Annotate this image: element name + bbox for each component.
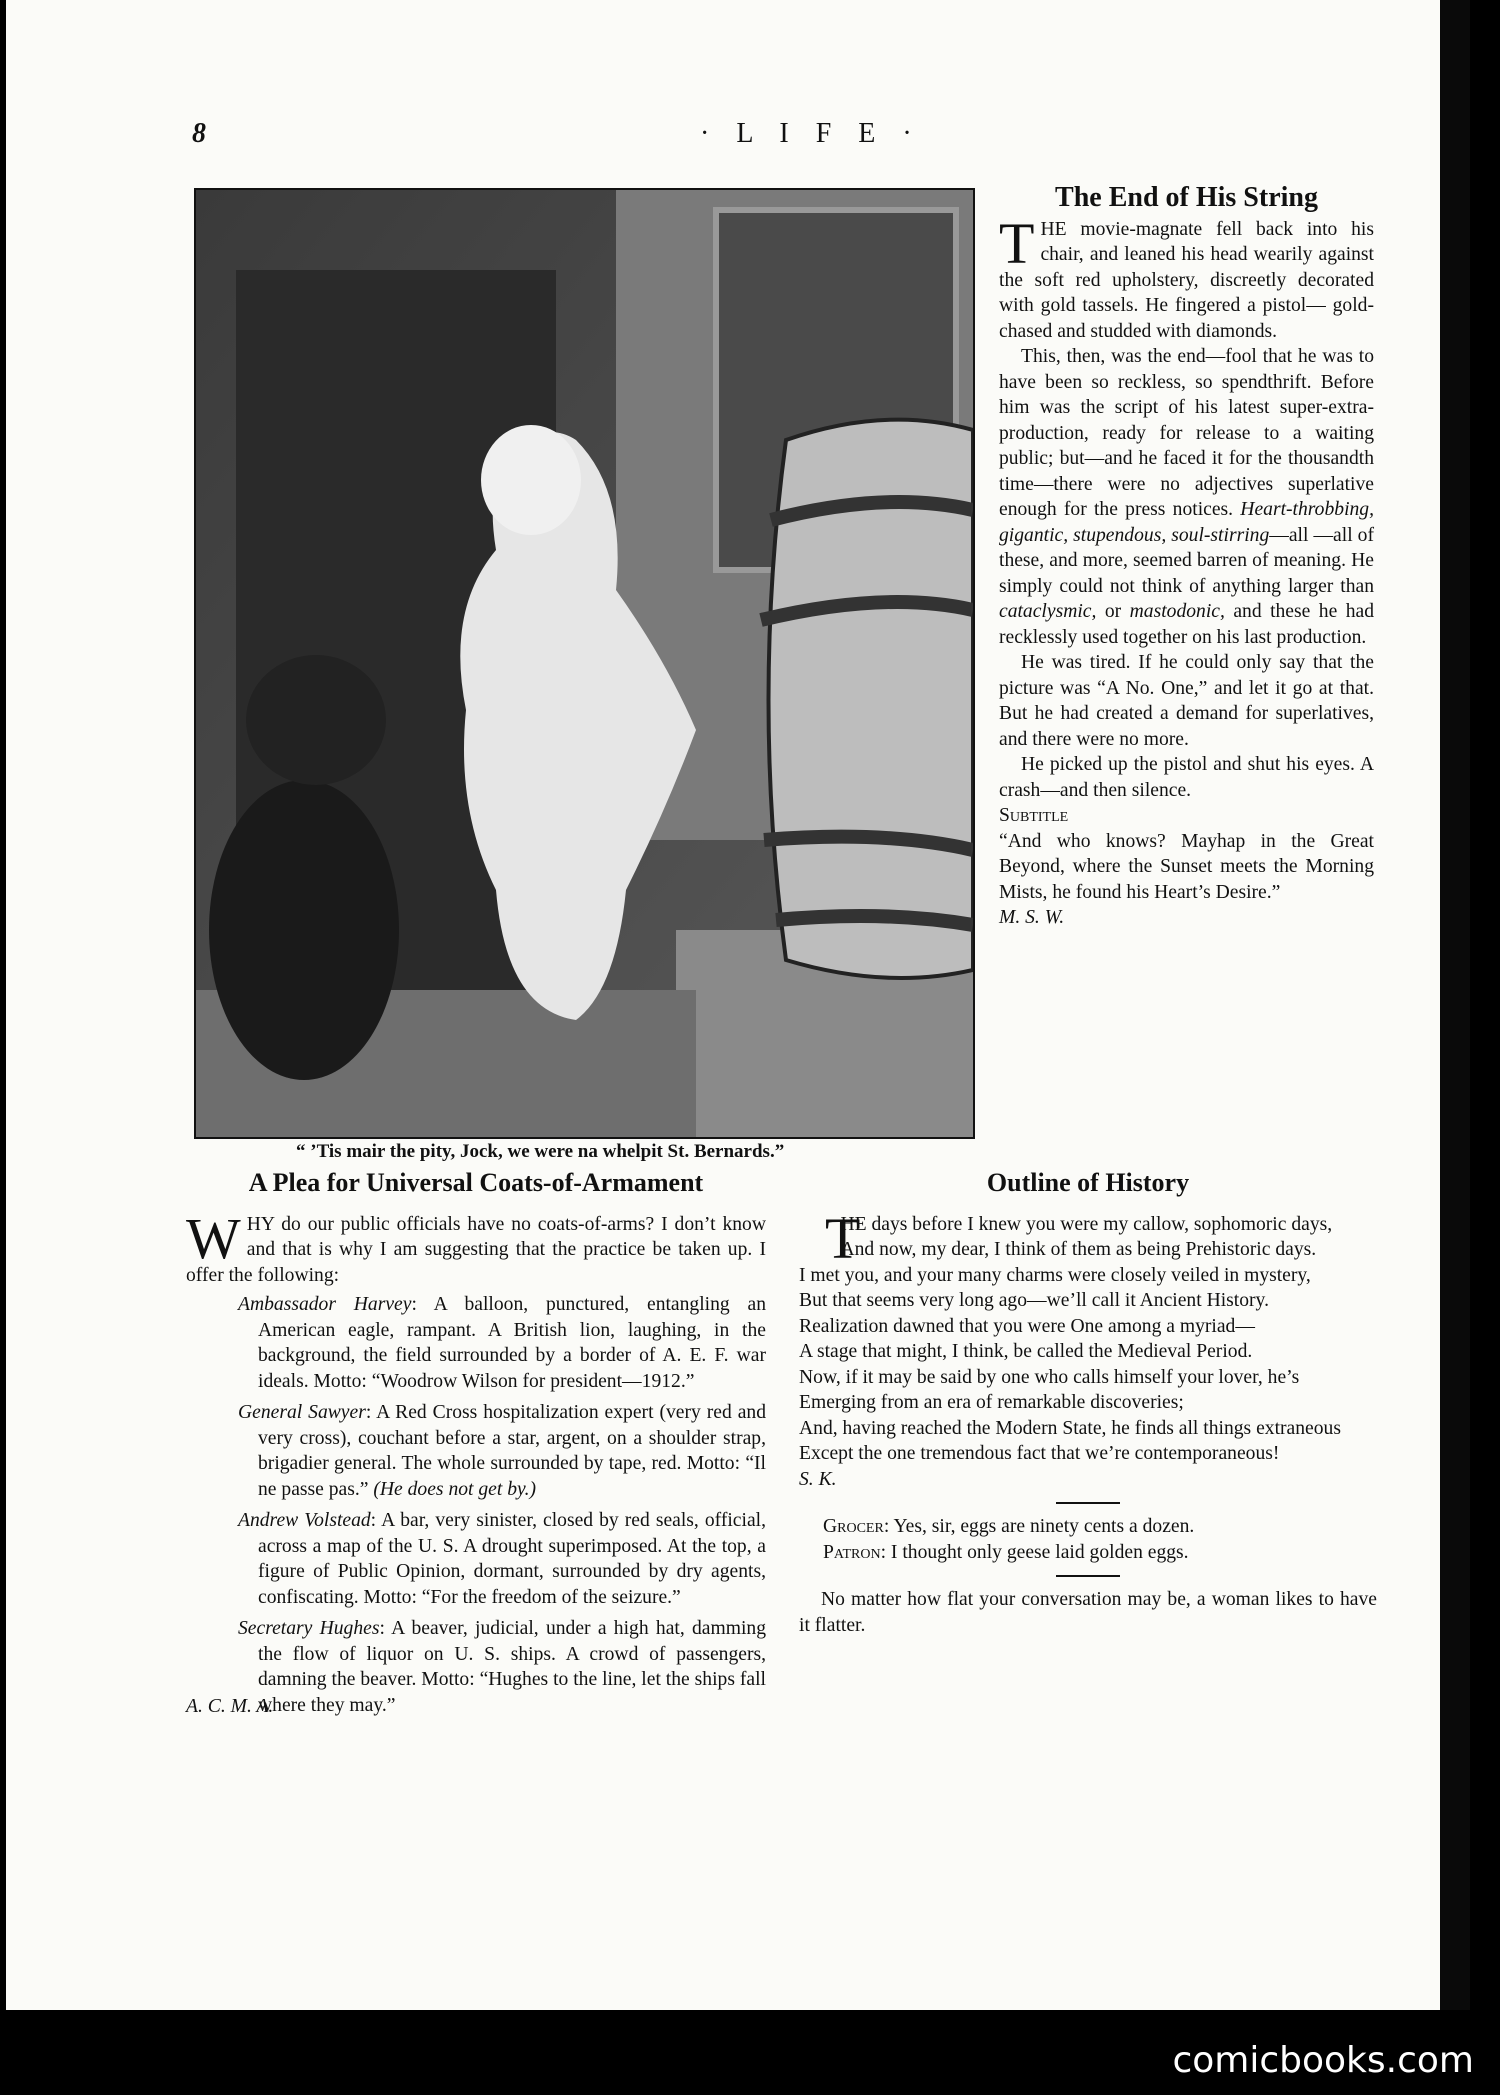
coat-entry [238, 1508, 766, 1610]
binding-spine [1440, 0, 1470, 2010]
entry-name: Andrew Volstead [238, 1510, 371, 1531]
illustration-caption: “ ’Tis mair the pity, Jock, we were na whelpit St. Bernards.” [296, 1141, 785, 1162]
article-plea [186, 1170, 766, 1720]
dogs-barrel-illustration [194, 188, 975, 1139]
entry-text: : A Red Cross hospitalization expert (very red and very cross), couchant before a star, argent, on a shoulder strap, brigadier general. The whole surrounded by tape, red. Motto: “Il ne passe pas.” [258, 1402, 766, 1500]
paragraph: He was tired. If he could only say that the picture was “A No. One,” and let it go at that. But he had created a demand for superlatives, and there were no more. [999, 652, 1374, 750]
verse-line: Now, if it may be said by one who calls himself your lover, he’s [799, 1366, 1300, 1388]
dialogue-line [799, 1514, 1377, 1540]
joke-text: No matter how flat your conversation may be, a woman likes to have it flatter. [799, 1589, 1377, 1636]
divider [1056, 1575, 1120, 1577]
poem-title: Outline of History [986, 1168, 1190, 1197]
poem-outline-of-history [799, 1170, 1377, 1638]
entry-extra: (He does not get by.) [373, 1478, 537, 1500]
entry-name: General Sawyer [238, 1402, 366, 1423]
entry-text: : A balloon, punctured, entangling an American eagle, rampant. A British lion, laughing, in the background, the field surrounded by a border of A. E. F. war ideals. Motto: “Woodrow Wilson for president—1912.” [258, 1294, 766, 1392]
italic-text: cataclysmic, [999, 601, 1097, 622]
verse-line: And now, my dear, I think of them as being Prehistoric days. [840, 1239, 1317, 1260]
paragraph: He picked up the pistol and shut his eyes. A crash—and then silence. [999, 754, 1374, 801]
signature: S. K. [799, 1468, 837, 1490]
dropcap: T [999, 210, 1035, 276]
subtitle-label: Subtitle [999, 805, 1069, 826]
verse-line: A stage that might, I think, be called the Medieval Period. [799, 1341, 1253, 1362]
story-end-of-string [999, 182, 1374, 931]
divider [1056, 1502, 1120, 1504]
verse-line: Except the one tremendous fact that we’re contemporaneous! [799, 1443, 1280, 1464]
paragraph-text: —all —all of these, and more, seemed barren of meaning. He simply could not think of anything larger than [999, 524, 1374, 597]
verse-text: HE days before I knew you were my callow, sophomoric days, [840, 1213, 1333, 1235]
illustration-drawing [196, 190, 973, 1137]
dropcap: T [825, 1205, 861, 1271]
signature: M. S. W. [999, 907, 1065, 928]
entry-text: : A beaver, judicial, under a high hat, damming the flow of liquor on U. S. ships. A crowd of passengers, damning the beaver. Motto: “Hughes to the line, let the ships fall where they may.” [258, 1618, 767, 1716]
paragraph-text: or [1104, 601, 1122, 622]
story-title: The End of His String [1055, 182, 1318, 213]
entry-text: : A bar, very sinister, closed by red seals, official, across a map of the U. S. A drought superimposed. At the top, a figure of Public Opinion, dormant, surrounded by dry agents, confiscating. Motto: “For the freedom of the seizure.” [258, 1510, 766, 1608]
verse-line: I met you, and your many charms were closely veiled in mystery, [799, 1264, 1311, 1286]
speaker-label: Grocer: [823, 1516, 890, 1537]
dropcap: W [186, 1205, 241, 1271]
verse-line: But that seems very long ago—we’ll call it Ancient History. [799, 1290, 1269, 1311]
dialogue-text: Yes, sir, eggs are ninety cents a dozen. [893, 1516, 1195, 1537]
speaker-label: Patron: [823, 1541, 887, 1563]
paragraph [999, 344, 1374, 650]
paragraph: HE movie-magnate fell back into his chair, and leaned his head wearily against the soft red upholstery, discreetly decorated with gold tassels. He fingered a pistol— gold-chased and studded with diamonds. [999, 218, 1374, 342]
watermark: comicbooks.com [1172, 2040, 1474, 2081]
verse-line: And, having reached the Modern State, he finds all things extraneous [799, 1417, 1341, 1439]
verse-line: Emerging from an era of remarkable discoveries; [799, 1392, 1184, 1413]
paragraph: “And who knows? Mayhap in the Great Beyond, where the Sunset meets the Morning Mists, he found his Heart’s Desire.” [999, 830, 1374, 903]
italic-text: Heart-throbbing, gigantic, stupendous, soul-stirring [999, 499, 1374, 546]
italic-text: mastodonic, [1129, 601, 1225, 622]
running-header: · L I F E · [700, 118, 922, 149]
dialogue-text: I thought only geese laid golden eggs. [890, 1541, 1189, 1563]
verse-line: Realization dawned that you were One among a myriad— [799, 1315, 1255, 1337]
dialogue-line [799, 1540, 1377, 1566]
paragraph-text: and these he had recklessly used together on his last production. [999, 601, 1374, 648]
coat-entry [238, 1400, 766, 1502]
entry-name: Secretary Hughes [238, 1618, 380, 1639]
coat-entry [238, 1292, 766, 1394]
page-number: 8 [192, 118, 206, 149]
intro-text: HY do our public officials have no coats-of-arms? I don’t know and that is why I am suggesting that the practice be taken up. I offer the following: [186, 1213, 766, 1286]
signature: A. C. M. A. [186, 1696, 274, 1717]
entry-name: Ambassador Harvey [238, 1294, 412, 1315]
article-title: A Plea for Universal Coats-of-Armament [248, 1168, 704, 1197]
paragraph-text: This, then, was the end—fool that he was to have been so reckless, so spendthrift. Before him was the script of his latest super-extra-production, ready for release to a waiting public; but—and he faced it for the thousandth time—there were no adjectives superlative enough for the press notices. [999, 346, 1374, 520]
